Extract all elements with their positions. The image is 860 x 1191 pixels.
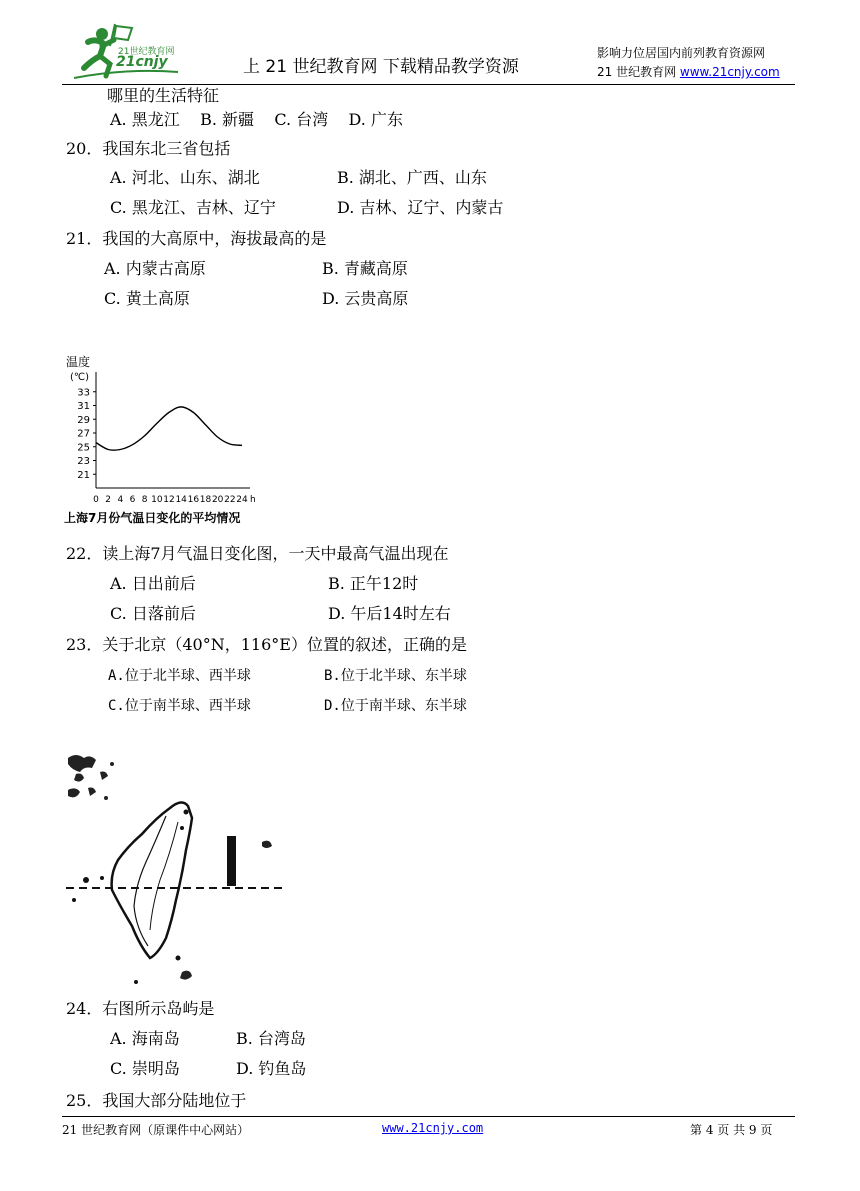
y-axis-unit: (℃) <box>70 372 90 383</box>
header-title: 上 21 世纪教育网 下载精品教学资源 <box>243 57 519 77</box>
x-tick-label: 0 <box>93 495 99 505</box>
header-site-line <box>597 63 780 80</box>
q22-option-c: C. 日落前后 <box>110 604 196 623</box>
q24-stem: 24．右图所示岛屿是 <box>66 999 215 1018</box>
q23-option-c: C.位于南半球、西半球 <box>108 698 251 714</box>
q21-option-b: B. 青藏高原 <box>322 259 408 278</box>
x-axis-label: h <box>250 495 256 505</box>
x-tick-label: 22 <box>224 495 236 505</box>
q22-option-a: A. 日出前后 <box>110 574 196 593</box>
temperature-chart <box>62 350 282 530</box>
q24-option-c: C. 崇明岛 <box>110 1059 180 1078</box>
footer-site-name: 21 世纪教育网（原课件中心网站） <box>62 1123 250 1137</box>
y-tick-label: 31 <box>77 401 90 412</box>
q21-option-d: D. 云贵高原 <box>322 289 409 308</box>
q19-options: A. 黑龙江 B. 新疆 C. 台湾 D. 广东 <box>110 110 403 129</box>
q20-option-a: A. 河北、山东、湖北 <box>110 168 260 187</box>
x-tick-label: 4 <box>117 495 124 505</box>
y-tick-label: 29 <box>77 414 90 426</box>
q22-option-b: B. 正午12时 <box>328 574 419 593</box>
q21-option-c: C. 黄土高原 <box>104 289 190 308</box>
q23-stem: 23．关于北京（40°N，116°E）位置的叙述，正确的是 <box>66 635 467 654</box>
q24-option-d: D. 钓鱼岛 <box>236 1059 307 1078</box>
x-tick-label: 20 <box>211 495 224 505</box>
y-tick-label: 27 <box>77 428 90 440</box>
x-tick-label: 2 <box>105 495 112 505</box>
footer-divider <box>62 1116 795 1117</box>
y-tick-label: 25 <box>77 442 90 454</box>
q23-option-d: D.位于南半球、东半球 <box>324 698 467 714</box>
y-axis-label: 温度 <box>66 355 91 369</box>
temperature-series-line <box>96 407 242 450</box>
y-tick-label: 21 <box>77 469 90 481</box>
q20-stem: 20．我国东北三省包括 <box>66 139 231 158</box>
x-tick-label: 6 <box>129 495 136 505</box>
q23-option-b: B.位于北半球、东半球 <box>324 668 467 684</box>
x-tick-label: 14 <box>175 495 187 505</box>
site-logo <box>66 20 186 82</box>
header-site-name: 21 世纪教育网 <box>597 65 680 79</box>
footer-site-link[interactable]: www.21cnjy.com <box>382 1121 484 1135</box>
logo-wordmark: 21cnjy <box>116 54 168 70</box>
x-tick-label: 16 <box>187 495 200 505</box>
chart-title: 上海7月份气温日变化的平均情况 <box>64 511 241 525</box>
island-map <box>62 750 292 990</box>
logo-caption: 21世纪教育网 <box>118 47 175 57</box>
temperature-chart-svg <box>62 350 282 530</box>
y-tick-label: 23 <box>77 456 90 467</box>
y-tick-label: 33 <box>77 387 90 399</box>
q21-stem: 21．我国的大高原中，海拔最高的是 <box>66 229 327 248</box>
q20-option-c: C. 黑龙江、吉林、辽宁 <box>110 198 276 217</box>
x-tick-label: 8 <box>141 495 148 505</box>
q20-option-d: D. 吉林、辽宁、内蒙古 <box>337 198 504 217</box>
header-tagline: 影响力位居国内前列教育资源网 <box>597 46 766 60</box>
q22-stem: 22．读上海7月气温日变化图，一天中最高气温出现在 <box>66 544 449 563</box>
q22-option-d: D. 午后14时左右 <box>328 604 451 623</box>
q24-option-b: B. 台湾岛 <box>236 1029 306 1048</box>
x-tick-label: 10 <box>151 495 163 505</box>
q19-stem-continuation: 哪里的生活特征 <box>107 86 220 105</box>
x-tick-label: 12 <box>163 495 175 505</box>
q24-option-a: A. 海南岛 <box>110 1029 180 1048</box>
header-site-link[interactable]: www.21cnjy.com <box>679 65 780 79</box>
header-divider <box>62 84 795 85</box>
q25-stem: 25．我国大部分陆地位于 <box>66 1091 247 1110</box>
q23-option-a: A.位于北半球、西半球 <box>108 668 251 684</box>
taiwan-island-map-icon <box>62 750 292 990</box>
q20-option-b: B. 湖北、广西、山东 <box>337 168 487 187</box>
q21-option-a: A. 内蒙古高原 <box>104 259 206 278</box>
x-tick-label: 24 <box>236 495 248 505</box>
x-tick-label: 18 <box>199 495 212 505</box>
footer-page-number: 第 4 页 共 9 页 <box>690 1123 773 1137</box>
